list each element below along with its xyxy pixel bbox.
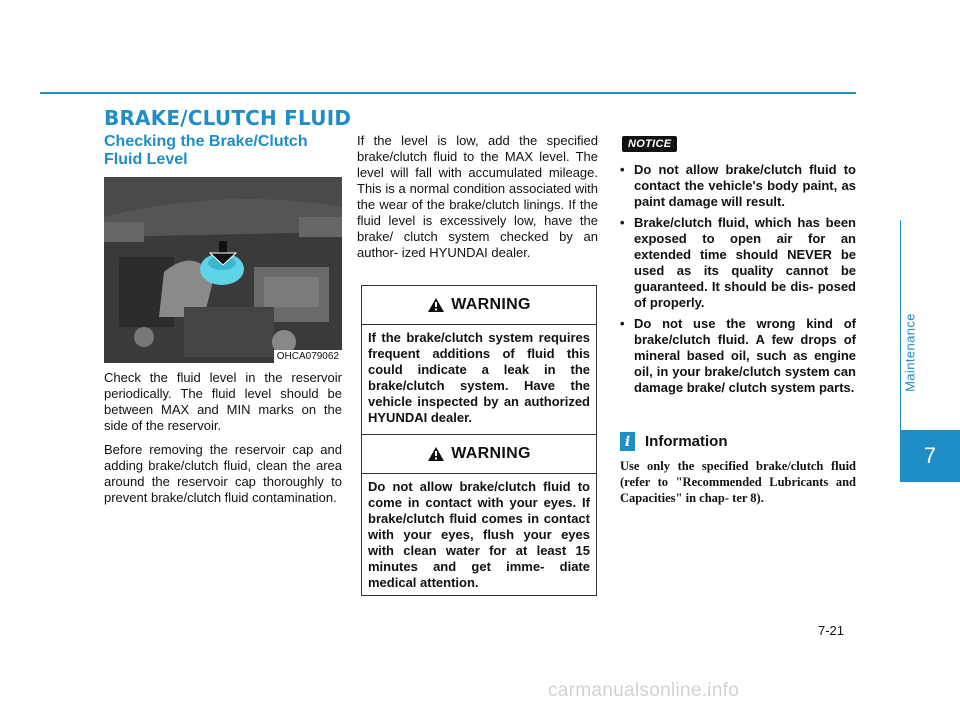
- notice-item: [620, 215, 856, 311]
- header-rule: [40, 92, 856, 94]
- notice-badge: NOTICE: [622, 136, 677, 152]
- bullet-icon: •: [620, 316, 625, 331]
- warning-text: Do not allow brake/clutch fluid to come in contact with your eyes. If brake/clutch fluid comes in contact with your eyes, flush your eyes with clean water for at least 15 minutes and get imme- diate medical attention.: [368, 479, 590, 590]
- information-title: Information: [645, 433, 728, 450]
- column-1-text: [104, 370, 342, 506]
- warning-text: If the brake/clutch system requires frequent additions of fluid this could indicate a leak in the brake/clutch system. Have the vehicle inspected by an authorized HYUNDAI dealer.: [368, 330, 590, 425]
- warning-label: WARNING: [451, 296, 531, 313]
- notice-list: [620, 162, 856, 401]
- warning-header: [362, 435, 596, 474]
- warning-triangle-icon: [427, 446, 445, 462]
- chapter-label: Maintenance: [902, 313, 918, 392]
- notice-item-text: Brake/clutch fluid, which has been exposed to open air for an extended time should NEVER be used as its quality cannot be guaranteed. It should be dis- posed of properly.: [634, 215, 856, 310]
- warning-box: [361, 285, 597, 436]
- info-icon: i: [620, 432, 635, 451]
- engine-bay-illustration: [104, 177, 342, 363]
- information-text: Use only the specified brake/clutch fluid (refer to "Recommended Lubricants and Capacities" in chap- ter 8).: [620, 459, 856, 505]
- page-number: 7-21: [818, 623, 845, 638]
- bullet-icon: •: [620, 215, 625, 230]
- paragraph: If the level is low, add the specified brake/clutch fluid to the MAX level. The level will fall with accumulated mileage. This is a normal condition associated with the wear of the brake/clutch linings. If the fluid level is excessively low, have the brake/ clutch system checked by an author- ized HYUNDAI dealer.: [357, 133, 598, 260]
- notice-item-text: Do not use the wrong kind of brake/clutch fluid. A few drops of mineral based oil, such as engine oil, in your brake/clutch system can damage brake/ clutch system parts.: [634, 316, 856, 395]
- paragraph: Before removing the reservoir cap and adding brake/clutch fluid, clean the area around the reservoir cap thoroughly to prevent brake/clutch fluid contamination.: [104, 442, 342, 505]
- figure-code: OHCA079062: [274, 350, 342, 363]
- subsection-title: Checking the Brake/Clutch Fluid Level: [104, 133, 308, 168]
- notice-item-text: Do not allow brake/clutch fluid to contact the vehicle's body paint, as paint damage will result.: [634, 162, 856, 209]
- notice-item: [620, 316, 856, 396]
- warning-header: [362, 286, 596, 325]
- chapter-tab: 7: [900, 430, 960, 482]
- warning-box: [361, 434, 597, 596]
- paragraph: Check the fluid level in the reservoir periodically. The fluid level should be between MAX and MIN marks on the side of the reservoir.: [104, 370, 342, 433]
- warning-label: WARNING: [451, 445, 531, 462]
- watermark: carmanualsonline.info: [548, 680, 740, 701]
- side-rule: [900, 220, 901, 430]
- warning-triangle-icon: [427, 297, 445, 313]
- section-title: BRAKE/CLUTCH FLUID: [104, 106, 352, 130]
- information-header: [620, 432, 728, 451]
- engine-bay-photo: [104, 177, 342, 363]
- notice-item: [620, 162, 856, 210]
- bullet-icon: •: [620, 162, 625, 177]
